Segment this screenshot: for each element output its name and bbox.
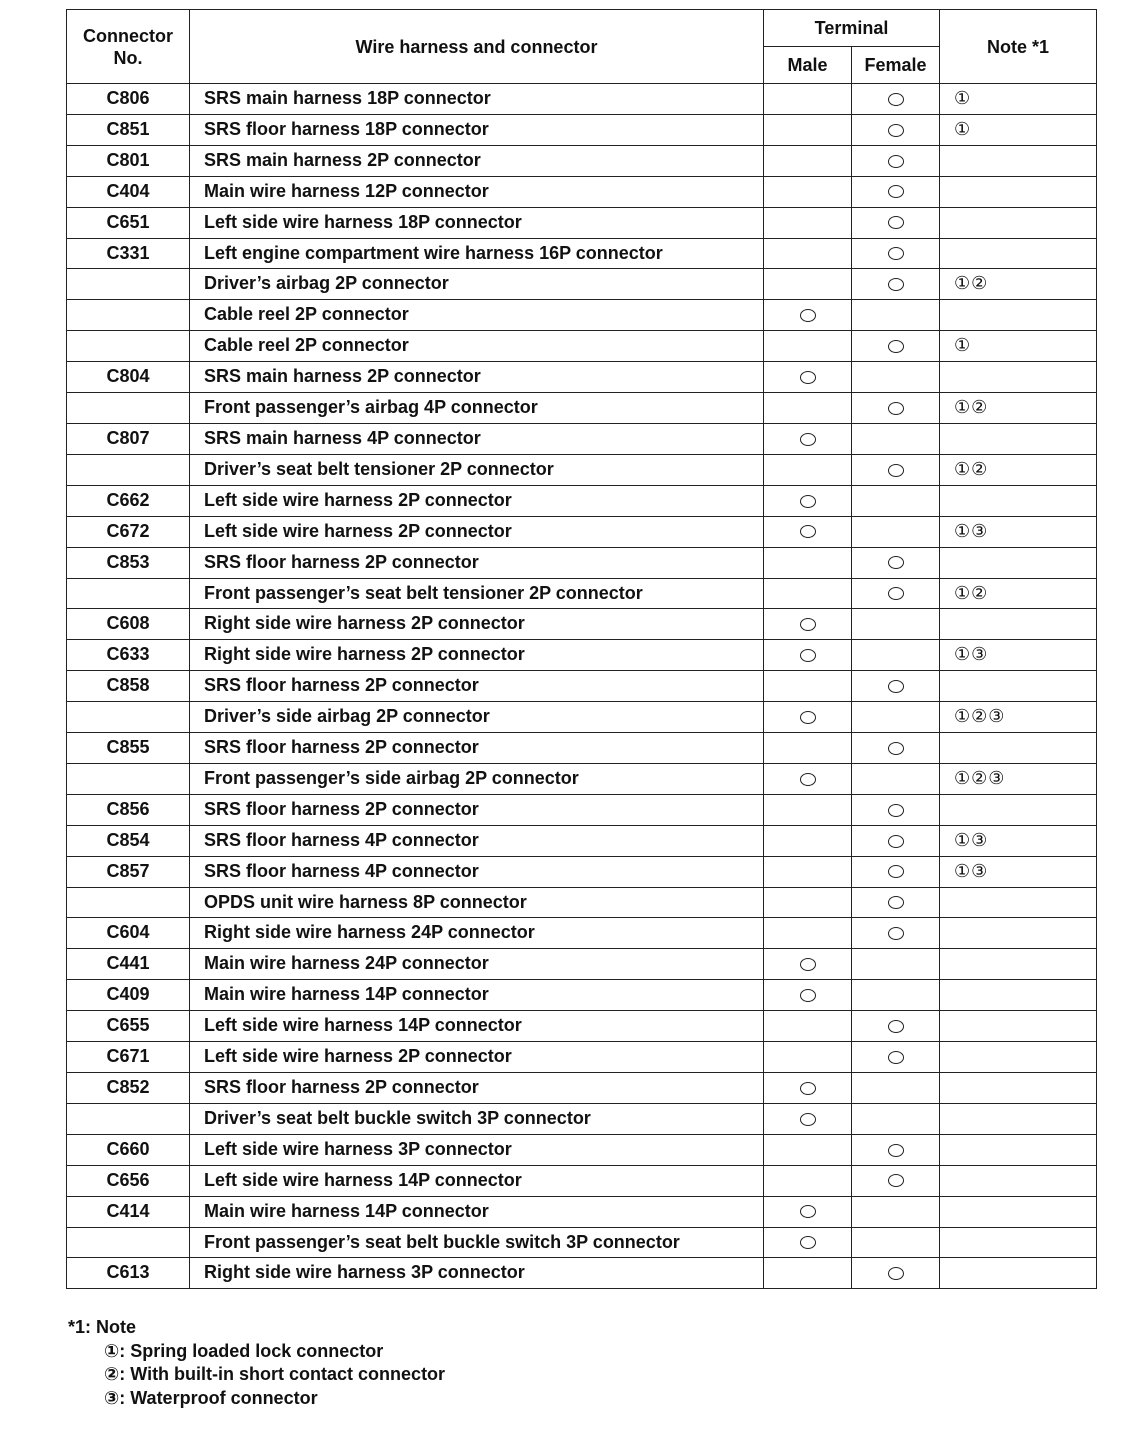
connector-description: Driver’s seat belt tensioner 2P connector	[190, 454, 764, 485]
table-row	[67, 84, 1097, 115]
connector-description: Left side wire harness 3P connector	[190, 1134, 764, 1165]
connector-description: Driver’s side airbag 2P connector	[190, 702, 764, 733]
connector-number	[67, 1227, 190, 1258]
connector-description: SRS floor harness 18P connector	[190, 114, 764, 145]
female-terminal-circle-icon	[888, 278, 904, 291]
connector-description: Driver’s seat belt buckle switch 3P connector	[190, 1103, 764, 1134]
table-row	[67, 918, 1097, 949]
connector-number: C858	[67, 671, 190, 702]
connector-note	[940, 1227, 1097, 1258]
male-terminal-cell	[764, 176, 852, 207]
connector-note	[940, 547, 1097, 578]
male-terminal-cell	[764, 1042, 852, 1073]
connector-description: Right side wire harness 24P connector	[190, 918, 764, 949]
female-terminal-circle-icon	[888, 865, 904, 878]
female-terminal-circle-icon	[888, 1051, 904, 1064]
connector-number	[67, 454, 190, 485]
female-terminal-cell	[852, 176, 940, 207]
connector-number: C851	[67, 114, 190, 145]
legend-item: ③: Waterproof connector	[104, 1387, 318, 1408]
connector-number: C441	[67, 949, 190, 980]
connector-description: SRS main harness 4P connector	[190, 423, 764, 454]
connector-note: ①③	[940, 640, 1097, 671]
connector-number: C633	[67, 640, 190, 671]
female-terminal-cell	[852, 671, 940, 702]
male-terminal-cell	[764, 1011, 852, 1042]
connector-number: C854	[67, 825, 190, 856]
connector-note	[940, 733, 1097, 764]
table-row	[67, 1227, 1097, 1258]
connector-note	[940, 949, 1097, 980]
female-terminal-cell	[852, 609, 940, 640]
connector-number: C414	[67, 1196, 190, 1227]
table-row	[67, 1103, 1097, 1134]
table-row	[67, 733, 1097, 764]
connector-number	[67, 331, 190, 362]
female-terminal-circle-icon	[888, 247, 904, 260]
connector-number: C613	[67, 1258, 190, 1289]
connector-note: ①	[940, 331, 1097, 362]
male-terminal-cell	[764, 702, 852, 733]
connector-description: Cable reel 2P connector	[190, 331, 764, 362]
female-terminal-cell	[852, 114, 940, 145]
connector-number	[67, 702, 190, 733]
connector-number	[67, 1103, 190, 1134]
male-terminal-cell	[764, 1227, 852, 1258]
table-row	[67, 1165, 1097, 1196]
male-terminal-cell	[764, 1103, 852, 1134]
female-terminal-cell	[852, 485, 940, 516]
female-terminal-cell	[852, 1196, 940, 1227]
connector-table	[66, 9, 1097, 1289]
female-terminal-cell	[852, 269, 940, 300]
connector-description: SRS floor harness 2P connector	[190, 794, 764, 825]
connector-note: ①②	[940, 578, 1097, 609]
female-terminal-circle-icon	[888, 340, 904, 353]
connector-number	[67, 763, 190, 794]
male-terminal-cell	[764, 856, 852, 887]
connector-number: C801	[67, 145, 190, 176]
connector-number: C857	[67, 856, 190, 887]
table-row	[67, 238, 1097, 269]
connector-description: SRS main harness 2P connector	[190, 362, 764, 393]
female-terminal-cell	[852, 1073, 940, 1104]
male-terminal-cell	[764, 887, 852, 918]
female-terminal-cell	[852, 84, 940, 115]
female-terminal-circle-icon	[888, 1267, 904, 1280]
male-terminal-cell	[764, 1196, 852, 1227]
legend-item: ①: Spring loaded lock connector	[104, 1340, 384, 1361]
connector-number	[67, 887, 190, 918]
male-terminal-cell	[764, 1258, 852, 1289]
table-row	[67, 609, 1097, 640]
female-terminal-cell	[852, 578, 940, 609]
connector-description: Front passenger’s seat belt tensioner 2P connector	[190, 578, 764, 609]
female-terminal-cell	[852, 1103, 940, 1134]
male-terminal-cell	[764, 269, 852, 300]
connector-note: ①②	[940, 454, 1097, 485]
male-terminal-cell	[764, 578, 852, 609]
male-terminal-circle-icon	[800, 433, 816, 446]
connector-number: C855	[67, 733, 190, 764]
connector-description: Main wire harness 12P connector	[190, 176, 764, 207]
connector-number	[67, 578, 190, 609]
male-terminal-circle-icon	[800, 1205, 816, 1218]
connector-description: Main wire harness 24P connector	[190, 949, 764, 980]
table-row	[67, 671, 1097, 702]
table-row	[67, 207, 1097, 238]
connector-description: SRS floor harness 4P connector	[190, 825, 764, 856]
female-terminal-cell	[852, 825, 940, 856]
male-terminal-cell	[764, 1073, 852, 1104]
connector-note	[940, 423, 1097, 454]
table-row	[67, 1011, 1097, 1042]
female-terminal-circle-icon	[888, 680, 904, 693]
connector-note	[940, 980, 1097, 1011]
table-row	[67, 1258, 1097, 1289]
table-row	[67, 176, 1097, 207]
female-terminal-circle-icon	[888, 927, 904, 940]
connector-description: SRS main harness 18P connector	[190, 84, 764, 115]
connector-number	[67, 269, 190, 300]
male-terminal-cell	[764, 640, 852, 671]
connector-description: Driver’s airbag 2P connector	[190, 269, 764, 300]
male-terminal-circle-icon	[800, 773, 816, 786]
female-terminal-circle-icon	[888, 896, 904, 909]
female-terminal-circle-icon	[888, 124, 904, 137]
header-wire-harness: Wire harness and connector	[190, 10, 764, 84]
table-row	[67, 1134, 1097, 1165]
table-row	[67, 1196, 1097, 1227]
note-legend	[68, 1316, 445, 1410]
connector-note: ①②③	[940, 702, 1097, 733]
table-row	[67, 794, 1097, 825]
male-terminal-cell	[764, 733, 852, 764]
table-row	[67, 702, 1097, 733]
male-terminal-cell	[764, 1134, 852, 1165]
male-terminal-circle-icon	[800, 309, 816, 322]
connector-note	[940, 300, 1097, 331]
female-terminal-cell	[852, 362, 940, 393]
female-terminal-circle-icon	[888, 464, 904, 477]
connector-description: OPDS unit wire harness 8P connector	[190, 887, 764, 918]
connector-note: ①	[940, 84, 1097, 115]
connector-note	[940, 887, 1097, 918]
male-terminal-cell	[764, 207, 852, 238]
male-terminal-circle-icon	[800, 958, 816, 971]
male-terminal-cell	[764, 84, 852, 115]
female-terminal-cell	[852, 1134, 940, 1165]
female-terminal-cell	[852, 207, 940, 238]
male-terminal-cell	[764, 825, 852, 856]
female-terminal-cell	[852, 1042, 940, 1073]
connector-note	[940, 609, 1097, 640]
male-terminal-cell	[764, 918, 852, 949]
table-row	[67, 145, 1097, 176]
connector-number: C660	[67, 1134, 190, 1165]
female-terminal-circle-icon	[888, 1020, 904, 1033]
female-terminal-cell	[852, 393, 940, 424]
connector-note: ①③	[940, 516, 1097, 547]
connector-number: C608	[67, 609, 190, 640]
table-row	[67, 114, 1097, 145]
male-terminal-cell	[764, 454, 852, 485]
connector-note	[940, 145, 1097, 176]
table-row	[67, 423, 1097, 454]
connector-number: C806	[67, 84, 190, 115]
male-terminal-cell	[764, 145, 852, 176]
female-terminal-circle-icon	[888, 402, 904, 415]
connector-description: Right side wire harness 3P connector	[190, 1258, 764, 1289]
male-terminal-cell	[764, 547, 852, 578]
male-terminal-circle-icon	[800, 989, 816, 1002]
connector-description: Left side wire harness 2P connector	[190, 485, 764, 516]
connector-number: C671	[67, 1042, 190, 1073]
connector-note	[940, 1134, 1097, 1165]
table-row	[67, 980, 1097, 1011]
female-terminal-cell	[852, 423, 940, 454]
female-terminal-circle-icon	[888, 742, 904, 755]
legend-item: ②: With built-in short contact connector	[104, 1364, 446, 1384]
connector-note: ①②	[940, 393, 1097, 424]
connector-note	[940, 1165, 1097, 1196]
header-female: Female	[852, 47, 940, 84]
female-terminal-cell	[852, 1165, 940, 1196]
connector-note: ①②③	[940, 763, 1097, 794]
female-terminal-cell	[852, 856, 940, 887]
connector-note	[940, 1196, 1097, 1227]
table-row	[67, 485, 1097, 516]
connector-description: Cable reel 2P connector	[190, 300, 764, 331]
connector-number	[67, 393, 190, 424]
table-row	[67, 454, 1097, 485]
connector-number: C672	[67, 516, 190, 547]
connector-description: Front passenger’s side airbag 2P connector	[190, 763, 764, 794]
connector-note	[940, 207, 1097, 238]
connector-number: C856	[67, 794, 190, 825]
connector-note	[940, 1011, 1097, 1042]
female-terminal-circle-icon	[888, 216, 904, 229]
connector-number: C409	[67, 980, 190, 1011]
female-terminal-cell	[852, 547, 940, 578]
connector-description: SRS floor harness 2P connector	[190, 1073, 764, 1104]
female-terminal-cell	[852, 918, 940, 949]
connector-number: C331	[67, 238, 190, 269]
male-terminal-cell	[764, 485, 852, 516]
female-terminal-circle-icon	[888, 1144, 904, 1157]
connector-description: Right side wire harness 2P connector	[190, 640, 764, 671]
connector-rows	[67, 84, 1097, 1289]
connector-note: ①	[940, 114, 1097, 145]
connector-description: Left side wire harness 2P connector	[190, 516, 764, 547]
connector-description: Left side wire harness 14P connector	[190, 1165, 764, 1196]
connector-note	[940, 794, 1097, 825]
header-connector-no: Connector No.	[67, 10, 190, 84]
connector-number: C662	[67, 485, 190, 516]
table-row	[67, 331, 1097, 362]
connector-note	[940, 1258, 1097, 1289]
male-terminal-cell	[764, 300, 852, 331]
connector-note	[940, 918, 1097, 949]
table-row	[67, 887, 1097, 918]
connector-description: Main wire harness 14P connector	[190, 980, 764, 1011]
connector-note: ①②	[940, 269, 1097, 300]
connector-description: SRS floor harness 4P connector	[190, 856, 764, 887]
connector-note: ①③	[940, 856, 1097, 887]
header-terminal: Terminal	[764, 10, 940, 47]
connector-number: C804	[67, 362, 190, 393]
female-terminal-cell	[852, 763, 940, 794]
connector-description: Left side wire harness 18P connector	[190, 207, 764, 238]
female-terminal-circle-icon	[888, 804, 904, 817]
male-terminal-cell	[764, 362, 852, 393]
female-terminal-cell	[852, 640, 940, 671]
male-terminal-cell	[764, 794, 852, 825]
female-terminal-circle-icon	[888, 835, 904, 848]
male-terminal-cell	[764, 763, 852, 794]
female-terminal-cell	[852, 733, 940, 764]
male-terminal-cell	[764, 609, 852, 640]
legend-title: *1: Note	[68, 1317, 137, 1337]
female-terminal-cell	[852, 949, 940, 980]
connector-note: ①③	[940, 825, 1097, 856]
table-row	[67, 393, 1097, 424]
female-terminal-cell	[852, 454, 940, 485]
table-row	[67, 362, 1097, 393]
table-row	[67, 1042, 1097, 1073]
male-terminal-cell	[764, 1165, 852, 1196]
table-row	[67, 856, 1097, 887]
header-note: Note *1	[940, 10, 1097, 84]
connector-number: C656	[67, 1165, 190, 1196]
connector-number: C604	[67, 918, 190, 949]
connector-note	[940, 176, 1097, 207]
table-row	[67, 1073, 1097, 1104]
male-terminal-circle-icon	[800, 1113, 816, 1126]
table-row	[67, 949, 1097, 980]
connector-description: Left side wire harness 14P connector	[190, 1011, 764, 1042]
male-terminal-cell	[764, 949, 852, 980]
female-terminal-circle-icon	[888, 587, 904, 600]
female-terminal-circle-icon	[888, 1174, 904, 1187]
female-terminal-cell	[852, 1227, 940, 1258]
male-terminal-cell	[764, 516, 852, 547]
female-terminal-cell	[852, 702, 940, 733]
male-terminal-circle-icon	[800, 1082, 816, 1095]
male-terminal-circle-icon	[800, 371, 816, 384]
male-terminal-cell	[764, 423, 852, 454]
male-terminal-circle-icon	[800, 649, 816, 662]
connector-note	[940, 485, 1097, 516]
male-terminal-circle-icon	[800, 495, 816, 508]
male-terminal-circle-icon	[800, 618, 816, 631]
female-terminal-cell	[852, 887, 940, 918]
connector-table-sheet	[66, 9, 1096, 1289]
header-male: Male	[764, 47, 852, 84]
connector-number: C852	[67, 1073, 190, 1104]
connector-description: Right side wire harness 2P connector	[190, 609, 764, 640]
female-terminal-circle-icon	[888, 93, 904, 106]
connector-description: Left side wire harness 2P connector	[190, 1042, 764, 1073]
male-terminal-cell	[764, 331, 852, 362]
female-terminal-cell	[852, 238, 940, 269]
table-row	[67, 547, 1097, 578]
table-row	[67, 269, 1097, 300]
male-terminal-circle-icon	[800, 525, 816, 538]
connector-description: SRS floor harness 2P connector	[190, 547, 764, 578]
female-terminal-circle-icon	[888, 556, 904, 569]
connector-note	[940, 1103, 1097, 1134]
female-terminal-cell	[852, 145, 940, 176]
table-row	[67, 516, 1097, 547]
male-terminal-cell	[764, 114, 852, 145]
connector-description: Front passenger’s airbag 4P connector	[190, 393, 764, 424]
male-terminal-cell	[764, 393, 852, 424]
connector-description: SRS floor harness 2P connector	[190, 733, 764, 764]
male-terminal-circle-icon	[800, 1236, 816, 1249]
connector-description: Front passenger’s seat belt buckle switch 3P connector	[190, 1227, 764, 1258]
female-terminal-cell	[852, 794, 940, 825]
connector-number: C853	[67, 547, 190, 578]
female-terminal-cell	[852, 980, 940, 1011]
connector-number: C404	[67, 176, 190, 207]
female-terminal-circle-icon	[888, 185, 904, 198]
female-terminal-cell	[852, 516, 940, 547]
connector-number	[67, 300, 190, 331]
table-row	[67, 578, 1097, 609]
female-terminal-cell	[852, 300, 940, 331]
connector-description: SRS main harness 2P connector	[190, 145, 764, 176]
connector-number: C655	[67, 1011, 190, 1042]
connector-note	[940, 1042, 1097, 1073]
female-terminal-cell	[852, 1258, 940, 1289]
female-terminal-cell	[852, 331, 940, 362]
female-terminal-circle-icon	[888, 155, 904, 168]
table-row	[67, 640, 1097, 671]
connector-description: Main wire harness 14P connector	[190, 1196, 764, 1227]
connector-note	[940, 1073, 1097, 1104]
connector-description: Left engine compartment wire harness 16P connector	[190, 238, 764, 269]
male-terminal-cell	[764, 980, 852, 1011]
male-terminal-cell	[764, 671, 852, 702]
connector-note	[940, 671, 1097, 702]
female-terminal-cell	[852, 1011, 940, 1042]
connector-note	[940, 238, 1097, 269]
connector-number: C807	[67, 423, 190, 454]
table-row	[67, 763, 1097, 794]
male-terminal-circle-icon	[800, 711, 816, 724]
table-row	[67, 300, 1097, 331]
connector-description: SRS floor harness 2P connector	[190, 671, 764, 702]
table-row	[67, 825, 1097, 856]
connector-note	[940, 362, 1097, 393]
male-terminal-cell	[764, 238, 852, 269]
connector-number: C651	[67, 207, 190, 238]
